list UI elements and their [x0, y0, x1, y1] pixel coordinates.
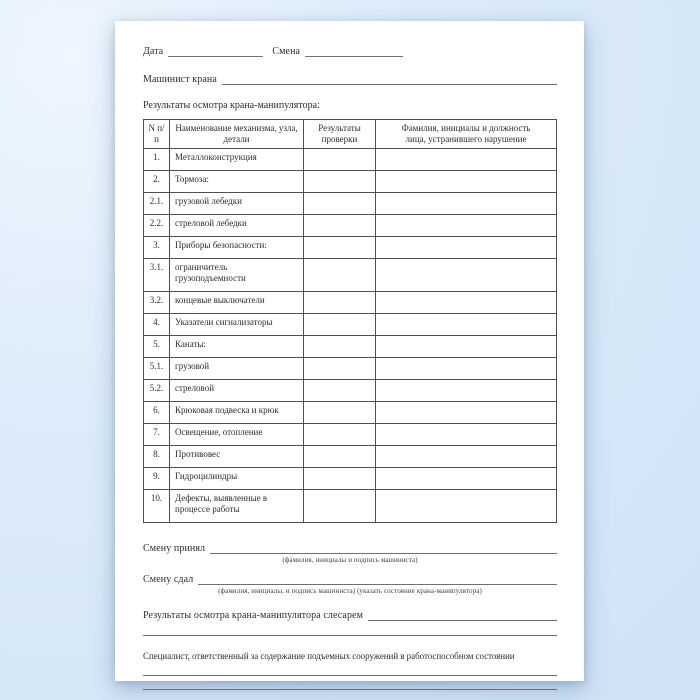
row-number: 5.2.: [144, 380, 170, 402]
row-number: 3.1.: [144, 259, 170, 292]
date-blank-line: [168, 55, 263, 57]
row-number: 5.: [144, 336, 170, 358]
row-person: [376, 215, 557, 237]
row-check-result: [304, 292, 376, 314]
shift-label: Смена: [272, 46, 301, 57]
column-header-num: N п/п: [144, 120, 170, 149]
document-page: [115, 21, 584, 681]
row-person: [376, 237, 557, 259]
row-check-result: [304, 402, 376, 424]
row-item-name: Металлоконструкция: [170, 149, 304, 171]
table-row: [144, 193, 557, 215]
row-check-result: [304, 193, 376, 215]
row-check-result: [304, 336, 376, 358]
row-number: 10.: [144, 490, 170, 523]
row-item-name: Крюковая подвеска и крюк: [170, 402, 304, 424]
column-header-name: Наименование механизма, узла, детали: [170, 120, 304, 149]
row-number: 8.: [144, 446, 170, 468]
table-row: [144, 446, 557, 468]
shift-accepted-row: [143, 542, 557, 555]
crane-operator-blank-line: [222, 83, 557, 85]
row-person: [376, 259, 557, 292]
row-person: [376, 336, 557, 358]
row-number: 4.: [144, 314, 170, 336]
table-row: [144, 259, 557, 292]
crane-operator-label: Машинист крана: [143, 74, 217, 85]
shift-accepted-label: Смену принял: [143, 543, 206, 554]
row-check-result: [304, 314, 376, 336]
row-person: [376, 424, 557, 446]
results-heading: Результаты осмотра крана-манипулятора:: [143, 100, 320, 111]
crane-operator-row: [143, 73, 557, 86]
row-person: [376, 149, 557, 171]
row-number: 1.: [144, 149, 170, 171]
table-header-row: [144, 120, 557, 149]
row-item-name: Дефекты, выявленные в процессе работы: [170, 490, 304, 523]
row-item-name: концевые выключатели: [170, 292, 304, 314]
row-person: [376, 193, 557, 215]
shift-handed-blank-line: [198, 583, 557, 585]
table-row: [144, 292, 557, 314]
row-number: 2.2.: [144, 215, 170, 237]
row-check-result: [304, 358, 376, 380]
shift-accepted-caption: (фамилия, инициалы и подпись машиниста): [282, 556, 418, 564]
table-row: [144, 380, 557, 402]
shift-handed-caption: (фамилия, инициалы, и подпись машиниста) (указать состояние крана-манипулятора): [218, 587, 482, 595]
specialist-blank-line-1: [143, 662, 557, 676]
table-row: [144, 402, 557, 424]
row-check-result: [304, 468, 376, 490]
row-number: 3.2.: [144, 292, 170, 314]
row-number: 5.1.: [144, 358, 170, 380]
row-item-name: Гидроцилиндры: [170, 468, 304, 490]
row-person: [376, 314, 557, 336]
row-person: [376, 292, 557, 314]
specialist-blank-line-2: [143, 676, 557, 690]
locksmith-results-blank-line: [368, 619, 557, 621]
date-shift-row: [143, 45, 557, 58]
table-row: [144, 490, 557, 523]
row-number: 9.: [144, 468, 170, 490]
row-item-name: Тормоза:: [170, 171, 304, 193]
row-item-name: Освещение, отопление: [170, 424, 304, 446]
row-number: 7.: [144, 424, 170, 446]
row-item-name: стреловой лебедки: [170, 215, 304, 237]
row-item-name: стреловой: [170, 380, 304, 402]
row-check-result: [304, 171, 376, 193]
specialist-statement: Специалист, ответственный за содержание подъемных сооружений в работоспособном состоянии: [143, 651, 515, 661]
row-item-name: грузовой: [170, 358, 304, 380]
shift-accepted-blank-line: [210, 552, 557, 554]
row-person: [376, 402, 557, 424]
row-check-result: [304, 237, 376, 259]
row-number: 2.1.: [144, 193, 170, 215]
table-row: [144, 468, 557, 490]
row-item-name: Противовес: [170, 446, 304, 468]
locksmith-results-label: Результаты осмотра крана-манипулятора слесарем: [143, 610, 364, 621]
row-number: 6.: [144, 402, 170, 424]
row-number: 3.: [144, 237, 170, 259]
table-row: [144, 358, 557, 380]
table-row: [144, 314, 557, 336]
row-check-result: [304, 149, 376, 171]
row-person: [376, 171, 557, 193]
table-row: [144, 424, 557, 446]
row-check-result: [304, 259, 376, 292]
row-check-result: [304, 424, 376, 446]
locksmith-results-row: [143, 609, 557, 622]
row-item-name: грузовой лебедки: [170, 193, 304, 215]
table-row: [144, 149, 557, 171]
shift-handed-label: Смену сдал: [143, 574, 194, 585]
inspection-table-body: [144, 149, 557, 523]
date-label: Дата: [143, 46, 164, 57]
row-check-result: [304, 446, 376, 468]
table-row: [144, 215, 557, 237]
row-item-name: ограничитель грузоподъемности: [170, 259, 304, 292]
row-item-name: Указатели сигнализаторы: [170, 314, 304, 336]
shift-blank-line: [305, 55, 403, 57]
row-item-name: Приборы безопасности:: [170, 237, 304, 259]
table-row: [144, 171, 557, 193]
row-check-result: [304, 490, 376, 523]
row-person: [376, 380, 557, 402]
shift-handed-row: [143, 573, 557, 586]
row-person: [376, 446, 557, 468]
inspection-table: [143, 119, 557, 523]
table-row: [144, 237, 557, 259]
locksmith-results-blank-line-2: [143, 622, 557, 636]
column-header-result: Результаты проверки: [304, 120, 376, 149]
row-number: 2.: [144, 171, 170, 193]
table-row: [144, 336, 557, 358]
row-check-result: [304, 215, 376, 237]
row-person: [376, 358, 557, 380]
column-header-person: Фамилия, инициалы и должность лица, устранившего нарушение: [376, 120, 557, 149]
row-person: [376, 490, 557, 523]
row-item-name: Канаты:: [170, 336, 304, 358]
row-person: [376, 468, 557, 490]
row-check-result: [304, 380, 376, 402]
